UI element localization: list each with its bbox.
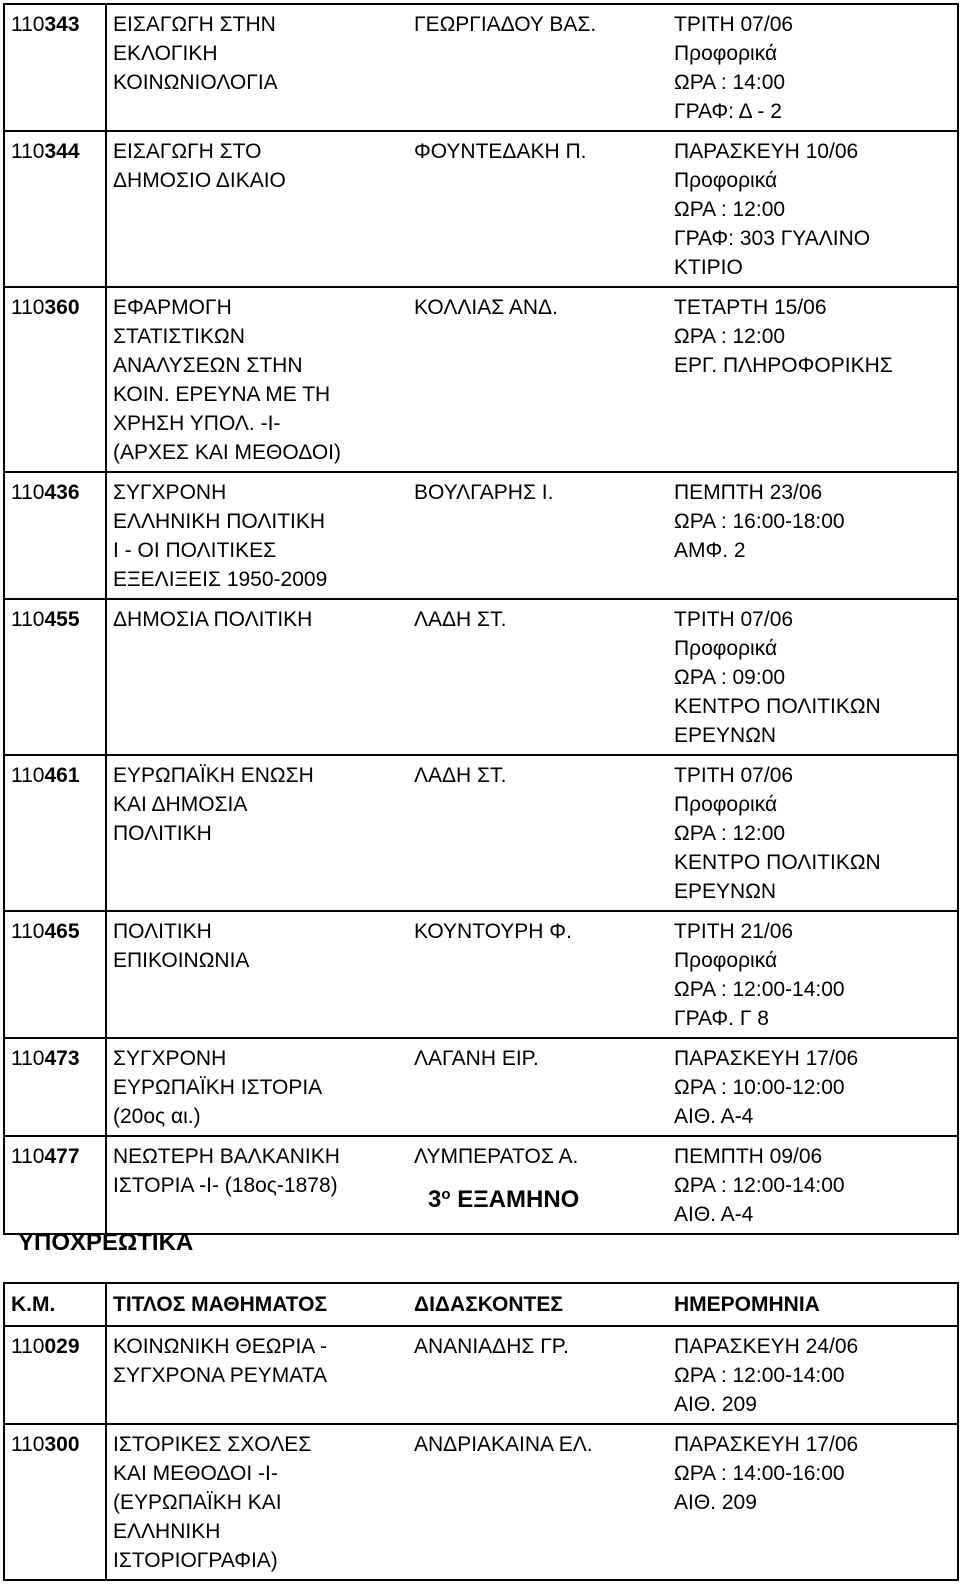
course-title-line: ΙΣΤΟΡΙΑ -Ι- (18ος-1878) bbox=[113, 1174, 338, 1197]
course-title-line: (20ος αι.) bbox=[113, 1105, 201, 1128]
course-code-number: 360 bbox=[44, 296, 80, 319]
table-2-body bbox=[4, 1326, 958, 1580]
table-row bbox=[4, 755, 958, 911]
exam-detail-line: ΚΕΝΤΡΟ ΠΟΛΙΤΙΚΩΝ bbox=[674, 695, 881, 718]
exam-schedule-table-1 bbox=[3, 3, 959, 1235]
course-title-line: ΔΗΜΟΣΙΟ ΔΙΚΑΙΟ bbox=[113, 169, 286, 192]
course-title-line: ΚΟΙΝΩΝΙΟΛΟΓΙΑ bbox=[113, 71, 278, 94]
course-code-prefix: 110 bbox=[11, 1047, 45, 1070]
exam-detail-line: ΑΙΘ. Α-4 bbox=[674, 1105, 754, 1128]
exam-day-line: ΠΑΡΑΣΚΕΥΗ 24/06 bbox=[674, 1335, 859, 1358]
course-code-cell bbox=[4, 131, 106, 287]
exam-day-line: ΤΡΙΤΗ 07/06 bbox=[674, 13, 794, 36]
course-code-prefix: 110 bbox=[11, 608, 45, 631]
section-heading: ΥΠΟΧΡΕΩΤΙΚΑ bbox=[18, 1229, 194, 1256]
course-title-line: ΕΙΣΑΓΩΓΗ ΣΤΟ bbox=[113, 140, 262, 163]
exam-detail-line: ΚΕΝΤΡΟ ΠΟΛΙΤΙΚΩΝ bbox=[674, 851, 881, 874]
course-code-cell bbox=[4, 287, 106, 472]
exam-date-cell bbox=[668, 911, 958, 1038]
course-code-number: 461 bbox=[44, 764, 80, 787]
teacher-name: ΛΑΔΗ ΣΤ. bbox=[414, 608, 507, 631]
course-title-line: ΕΦΑΡΜΟΓΗ bbox=[113, 296, 232, 319]
teacher-name: ΛΑΓΑΝΗ ΕΙΡ. bbox=[414, 1047, 539, 1070]
course-code-number: 029 bbox=[44, 1335, 80, 1358]
course-title-cell bbox=[106, 287, 408, 472]
exam-detail-line: ΕΡΕΥΝΩΝ bbox=[674, 724, 777, 747]
exam-detail-line: ΕΡΓ. ΠΛΗΡΟΦΟΡΙΚΗΣ bbox=[674, 354, 893, 377]
exam-date-cell bbox=[668, 1136, 958, 1234]
exam-detail-line: ΓΡΑΦ: Δ - 2 bbox=[674, 100, 782, 123]
teacher-cell bbox=[408, 472, 668, 599]
teacher-name: ΚΟΛΛΙΑΣ ΑΝΔ. bbox=[414, 296, 558, 319]
teacher-cell bbox=[408, 131, 668, 287]
course-code-cell bbox=[4, 1424, 106, 1580]
course-title-line: Ι - ΟΙ ΠΟΛΙΤΙΚΕΣ bbox=[113, 539, 277, 562]
course-title-cell bbox=[106, 1038, 408, 1136]
exam-date-cell bbox=[668, 1038, 958, 1136]
course-code-cell bbox=[4, 1038, 106, 1136]
course-code-number: 473 bbox=[44, 1047, 80, 1070]
course-code-prefix: 110 bbox=[11, 481, 45, 504]
course-code-cell bbox=[4, 755, 106, 911]
exam-detail-line: ΩΡΑ : 09:00 bbox=[674, 666, 786, 689]
course-title-cell bbox=[106, 599, 408, 755]
table-row bbox=[4, 911, 958, 1038]
exam-day-line: ΤΡΙΤΗ 07/06 bbox=[674, 764, 794, 787]
exam-detail-line: ΩΡΑ : 12:00-14:00 bbox=[674, 1364, 845, 1387]
course-title-line: ΕΙΣΑΓΩΓΗ ΣΤΗΝ bbox=[113, 13, 276, 36]
course-title-line: ΣΤΑΤΙΣΤΙΚΩΝ bbox=[113, 325, 245, 348]
exam-detail-line: Προφορικά bbox=[674, 637, 778, 660]
course-title-line: ΕΚΛΟΓΙΚΗ bbox=[113, 42, 218, 65]
exam-day-line: ΠΑΡΑΣΚΕΥΗ 10/06 bbox=[674, 140, 859, 163]
exam-detail-line: Προφορικά bbox=[674, 793, 778, 816]
exam-day-line: ΠΑΡΑΣΚΕΥΗ 17/06 bbox=[674, 1433, 859, 1456]
table-1-body bbox=[4, 4, 958, 1234]
course-title-line: ΚΟΙΝΩΝΙΚΗ ΘΕΩΡΙΑ - bbox=[113, 1335, 327, 1358]
exam-day-line: ΤΡΙΤΗ 07/06 bbox=[674, 608, 794, 631]
teacher-name: ΦΟΥΝΤΕΔΑΚΗ Π. bbox=[414, 140, 587, 163]
course-title-line: ΑΝΑΛΥΣΕΩΝ ΣΤΗΝ bbox=[113, 354, 303, 377]
course-title-cell bbox=[106, 472, 408, 599]
table-row bbox=[4, 131, 958, 287]
exam-day-line: ΠΕΜΠΤΗ 23/06 bbox=[674, 481, 823, 504]
teacher-cell bbox=[408, 1136, 668, 1234]
course-title-line: ΕΛΛΗΝΙΚΗ bbox=[113, 1520, 221, 1543]
course-title-line: (ΕΥΡΩΠΑΪΚΗ ΚΑΙ bbox=[113, 1491, 282, 1514]
exam-detail-line: ΩΡΑ : 16:00-18:00 bbox=[674, 510, 845, 533]
course-code-number: 477 bbox=[44, 1145, 80, 1168]
table-row bbox=[4, 472, 958, 599]
course-title-line: ΕΞΕΛΙΞΕΙΣ 1950-2009 bbox=[113, 568, 328, 591]
column-header-teachers: ΔΙΔΑΣΚΟΝΤΕΣ bbox=[408, 1283, 668, 1326]
course-code-cell bbox=[4, 1136, 106, 1234]
table-row bbox=[4, 1326, 958, 1424]
exam-detail-line: ΩΡΑ : 14:00-16:00 bbox=[674, 1462, 845, 1485]
exam-date-cell bbox=[668, 287, 958, 472]
table-row bbox=[4, 1424, 958, 1580]
column-header-code: Κ.Μ. bbox=[4, 1283, 106, 1326]
exam-detail-line: ΩΡΑ : 12:00 bbox=[674, 325, 786, 348]
exam-detail-line: ΕΡΕΥΝΩΝ bbox=[674, 880, 777, 903]
exam-detail-line: ΑΙΘ. Α-4 bbox=[674, 1203, 754, 1226]
course-code-number: 343 bbox=[44, 13, 80, 36]
course-code-prefix: 110 bbox=[11, 140, 45, 163]
exam-detail-line: ΑΜΦ. 2 bbox=[674, 539, 746, 562]
exam-detail-line: ΓΡΑΦ. Γ 8 bbox=[674, 1007, 769, 1030]
course-code-prefix: 110 bbox=[11, 296, 45, 319]
exam-date-cell bbox=[668, 1326, 958, 1424]
course-title-cell bbox=[106, 911, 408, 1038]
course-title-cell bbox=[106, 1136, 408, 1234]
teacher-cell bbox=[408, 599, 668, 755]
teacher-cell bbox=[408, 911, 668, 1038]
course-title-cell bbox=[106, 1424, 408, 1580]
course-code-cell bbox=[4, 911, 106, 1038]
exam-detail-line: ΩΡΑ : 12:00 bbox=[674, 198, 786, 221]
course-code-prefix: 110 bbox=[11, 1433, 45, 1456]
course-title-line: ΕΠΙΚΟΙΝΩΝΙΑ bbox=[113, 949, 250, 972]
course-code-number: 436 bbox=[44, 481, 80, 504]
course-title-line: ΕΛΛΗΝΙΚΗ ΠΟΛΙΤΙΚΗ bbox=[113, 510, 326, 533]
course-title-line: (ΑΡΧΕΣ ΚΑΙ ΜΕΘΟΔΟΙ) bbox=[113, 441, 341, 464]
exam-detail-line: ΩΡΑ : 12:00-14:00 bbox=[674, 978, 845, 1001]
teacher-cell bbox=[408, 1424, 668, 1580]
table-row bbox=[4, 1136, 958, 1234]
teacher-name: ΛΑΔΗ ΣΤ. bbox=[414, 764, 507, 787]
course-title-cell bbox=[106, 755, 408, 911]
course-title-line: ΧΡΗΣΗ ΥΠΟΛ. -Ι- bbox=[113, 412, 281, 435]
course-title-line: ΙΣΤΟΡΙΟΓΡΑΦΙΑ) bbox=[113, 1549, 278, 1572]
teacher-cell bbox=[408, 1326, 668, 1424]
course-title-line: ΚΑΙ ΜΕΘΟΔΟΙ -Ι- bbox=[113, 1462, 278, 1485]
exam-detail-line: ΚΤΙΡΙΟ bbox=[674, 256, 743, 279]
teacher-cell bbox=[408, 4, 668, 131]
course-title-line: ΠΟΛΙΤΙΚΗ bbox=[113, 920, 212, 943]
exam-detail-line: ΩΡΑ : 12:00-14:00 bbox=[674, 1174, 845, 1197]
course-title-line: ΣΥΓΧΡΟΝΗ bbox=[113, 1047, 227, 1070]
course-code-prefix: 110 bbox=[11, 1145, 45, 1168]
exam-detail-line: ΑΙΘ. 209 bbox=[674, 1491, 757, 1514]
exam-detail-line: ΓΡΑΦ: 303 ΓΥΑΛΙΝΟ bbox=[674, 227, 871, 250]
exam-detail-line: ΩΡΑ : 14:00 bbox=[674, 71, 786, 94]
exam-day-line: ΠΑΡΑΣΚΕΥΗ 17/06 bbox=[674, 1047, 859, 1070]
table-2-header-row bbox=[4, 1283, 958, 1326]
column-header-title: ΤΙΤΛΟΣ ΜΑΘΗΜΑΤΟΣ bbox=[106, 1283, 408, 1326]
teacher-name: ΛΥΜΠΕΡΑΤΟΣ Α. bbox=[414, 1145, 579, 1168]
exam-detail-line: ΩΡΑ : 10:00-12:00 bbox=[674, 1076, 845, 1099]
course-title-cell bbox=[106, 1326, 408, 1424]
course-title-line: ΚΑΙ ΔΗΜΟΣΙΑ bbox=[113, 793, 248, 816]
table-row bbox=[4, 4, 958, 131]
exam-date-cell bbox=[668, 1424, 958, 1580]
teacher-name: ΑΝΑΝΙΑΔΗΣ ΓΡ. bbox=[414, 1335, 569, 1358]
exam-date-cell bbox=[668, 4, 958, 131]
course-code-cell bbox=[4, 4, 106, 131]
course-title-line: ΙΣΤΟΡΙΚΕΣ ΣΧΟΛΕΣ bbox=[113, 1433, 312, 1456]
exam-day-line: ΤΕΤΑΡΤΗ 15/06 bbox=[674, 296, 827, 319]
course-title-line: ΕΥΡΩΠΑΪΚΗ ΕΝΩΣΗ bbox=[113, 764, 314, 787]
course-code-number: 455 bbox=[44, 608, 80, 631]
column-header-date: ΗΜΕΡΟΜΗΝΙΑ bbox=[668, 1283, 958, 1326]
exam-date-cell bbox=[668, 131, 958, 287]
course-title-cell bbox=[106, 4, 408, 131]
course-code-number: 465 bbox=[44, 920, 80, 943]
exam-date-cell bbox=[668, 472, 958, 599]
exam-day-line: ΠΕΜΠΤΗ 09/06 bbox=[674, 1145, 823, 1168]
course-code-number: 300 bbox=[44, 1433, 80, 1456]
course-title-line: ΔΗΜΟΣΙΑ ΠΟΛΙΤΙΚΗ bbox=[113, 608, 313, 631]
exam-day-line: ΤΡΙΤΗ 21/06 bbox=[674, 920, 794, 943]
teacher-name: ΒΟΥΛΓΑΡΗΣ Ι. bbox=[414, 481, 554, 504]
course-title-line: ΕΥΡΩΠΑΪΚΗ ΙΣΤΟΡΙΑ bbox=[113, 1076, 323, 1099]
course-title-line: ΚΟΙΝ. ΕΡΕΥΝΑ ΜΕ ΤΗ bbox=[113, 383, 331, 406]
course-code-cell bbox=[4, 1326, 106, 1424]
table-row bbox=[4, 287, 958, 472]
exam-date-cell bbox=[668, 755, 958, 911]
teacher-name: ΓΕΩΡΓΙΑΔΟΥ ΒΑΣ. bbox=[414, 13, 597, 36]
course-code-number: 344 bbox=[44, 140, 80, 163]
course-title-line: ΣΥΓΧΡΟΝΗ bbox=[113, 481, 227, 504]
course-title-line: ΣΥΓΧΡΟΝΑ ΡΕΥΜΑΤΑ bbox=[113, 1364, 327, 1387]
course-code-prefix: 110 bbox=[11, 13, 45, 36]
exam-detail-line: Προφορικά bbox=[674, 169, 778, 192]
table-row bbox=[4, 1038, 958, 1136]
semester-heading: $3^o$ ΕΞΑΜΗΝΟ bbox=[428, 1186, 580, 1213]
course-code-cell bbox=[4, 599, 106, 755]
course-code-prefix: 110 bbox=[11, 1335, 45, 1358]
table-row bbox=[4, 599, 958, 755]
exam-schedule-table-2 bbox=[3, 1282, 959, 1581]
exam-date-cell bbox=[668, 599, 958, 755]
course-title-cell bbox=[106, 131, 408, 287]
course-title-line: ΠΟΛΙΤΙΚΗ bbox=[113, 822, 212, 845]
teacher-cell bbox=[408, 1038, 668, 1136]
course-code-cell bbox=[4, 472, 106, 599]
course-code-prefix: 110 bbox=[11, 920, 45, 943]
teacher-name: ΚΟΥΝΤΟΥΡΗ Φ. bbox=[414, 920, 572, 943]
teacher-name: ΑΝΔΡΙΑΚΑΙΝΑ ΕΛ. bbox=[414, 1433, 593, 1456]
teacher-cell bbox=[408, 755, 668, 911]
exam-detail-line: ΩΡΑ : 12:00 bbox=[674, 822, 786, 845]
exam-detail-line: Προφορικά bbox=[674, 42, 778, 65]
teacher-cell bbox=[408, 287, 668, 472]
course-title-line: ΝΕΩΤΕΡΗ ΒΑΛΚΑΝΙΚΗ bbox=[113, 1145, 340, 1168]
exam-detail-line: Προφορικά bbox=[674, 949, 778, 972]
course-code-prefix: 110 bbox=[11, 764, 45, 787]
exam-detail-line: ΑΙΘ. 209 bbox=[674, 1393, 757, 1416]
